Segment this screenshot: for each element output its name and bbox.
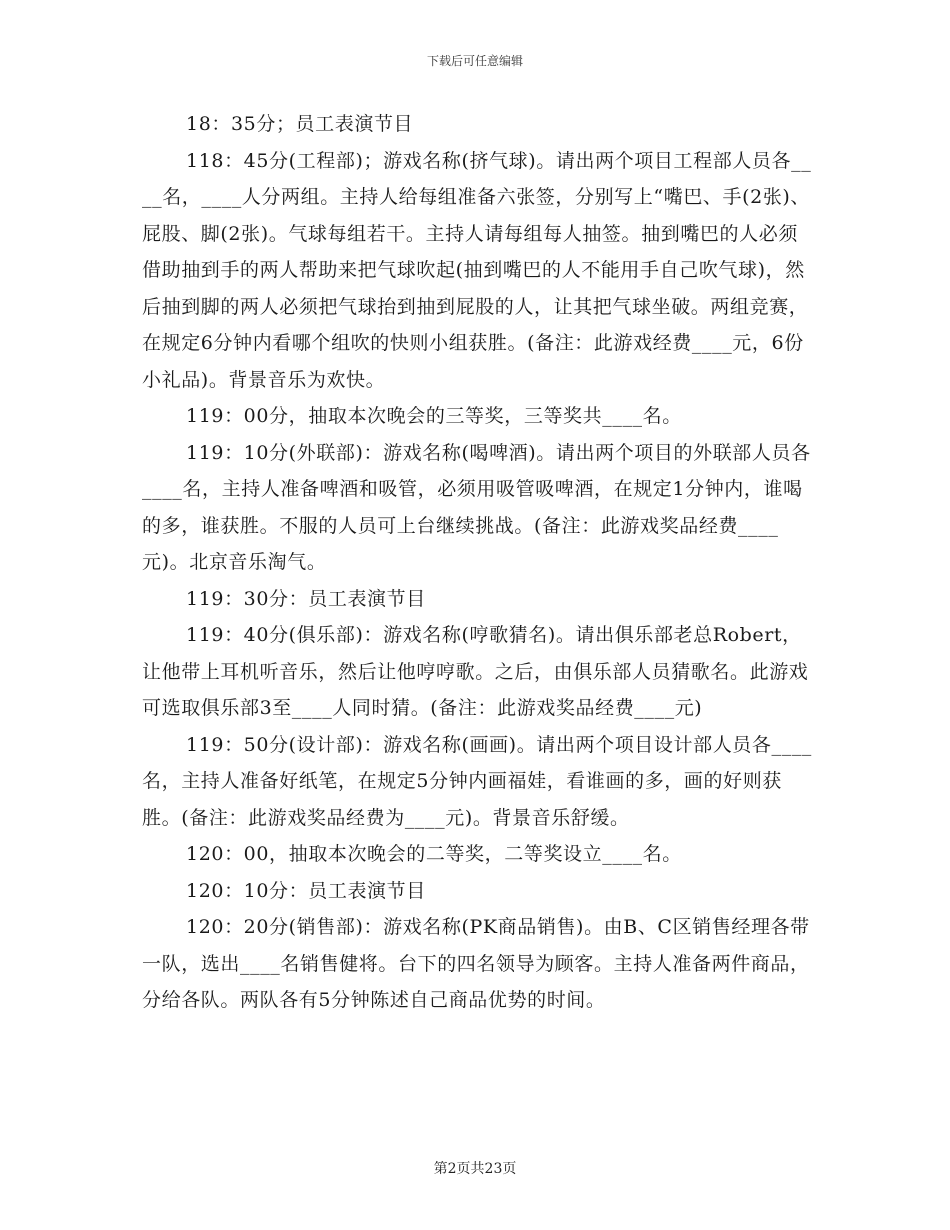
page-number: 第2页共23页 [433,1161,517,1177]
document-body [142,106,814,1019]
paragraph-9: 120：10分：员工表演节目 [186,879,426,902]
paragraph-10: 120：20分(销售部)：游戏名称(PK商品销售)。由B、C区销售经理各带一队，选出____名销售健将。台下的四名领导为顾客。主持人准备两件商品，分给各队。两队各有5分钟陈述自己商品优势的时间。 [142,916,810,1011]
paragraph-4: 119：10分(外联部)：游戏名称(喝啤酒)。请出两个项目的外联部人员各____名，主持人准备啤酒和吸管，必须用吸管吸啤酒，在规定1分钟内，谁喝的多，谁获胜。不服的人员可上台继续挑战。(备注：此游戏奖品经费____元)。北京音乐淘气。 [142,441,811,573]
paragraph-3: 119：00分，抽取本次晚会的三等奖，三等奖共____名。 [186,405,682,427]
page-header-note: 下载后可任意编辑 [426,54,523,68]
paragraph-2: 118：45分(工程部)；游戏名称(挤气球)。请出两个项目工程部人员各____名，____人分两组。主持人给每组准备六张签，分别写上“嘴巴、手(2张)、屁股、脚(2张)。气球每组若干。主持人请每组每人抽签。抽到嘴巴的人必须借助抽到手的两人帮助来把气球吹起(抽到嘴巴的人不能用手自己吹气球)，然后抽到脚的两人必须把气球抬到抽到屁股的人，让其把气球坐破。两组竞赛，在规定6分钟内看哪个组吹的快则小组获胜。(备注：此游戏经费____元，6份小礼品)。背景音乐为欢快。 [142,149,812,391]
paragraph-1: 18：35分；员工表演节目 [186,113,414,135]
paragraph-6: 119：40分(俱乐部)：游戏名称(哼歌猜名)。请出俱乐部老总Robert，让他带上耳机听音乐，然后让他哼哼歌。之后，由俱乐部人员猜歌名。此游戏可选取俱乐部3至____人同时猜。(备注：此游戏奖品经费____元) [142,624,809,719]
paragraph-8: 120：00，抽取本次晚会的二等奖，二等奖设立____名。 [186,843,682,865]
paragraph-5: 119：30分：员工表演节目 [186,587,426,610]
paragraph-7: 119：50分(设计部)：游戏名称(画画)。请出两个项目设计部人员各____名，主持人准备好纸笔，在规定5分钟内画福娃，看谁画的多，画的好则获胜。(备注：此游戏奖品经费为____元)。背景音乐舒缓。 [142,733,812,829]
